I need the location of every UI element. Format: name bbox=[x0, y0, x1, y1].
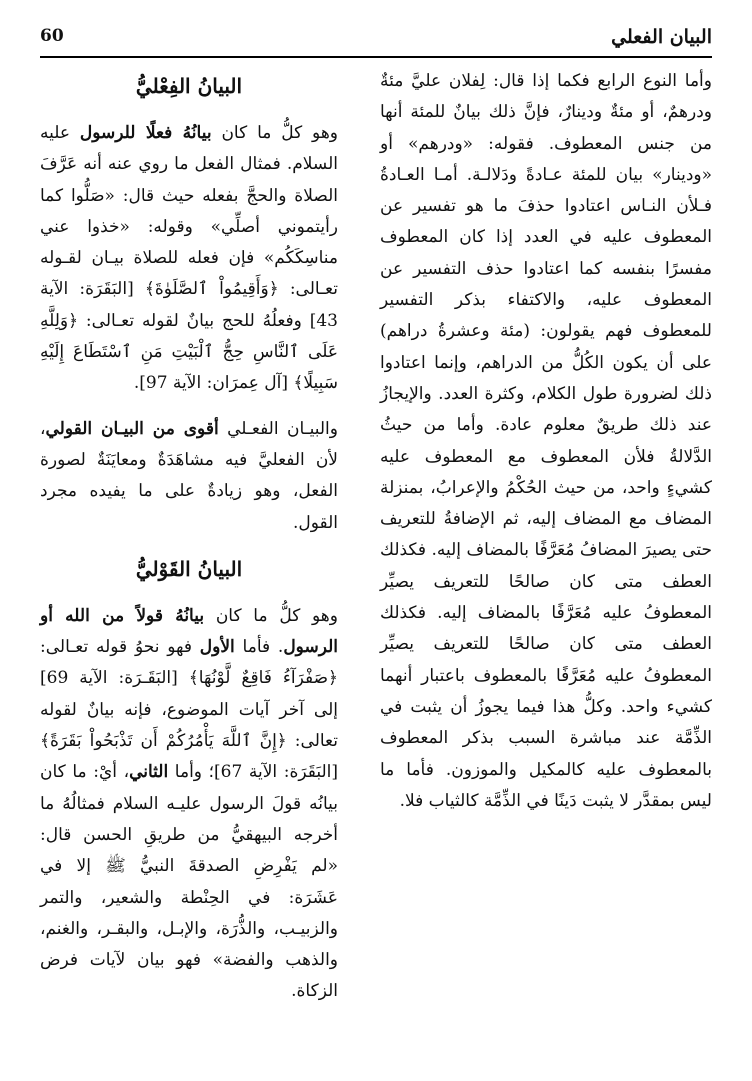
text-run: والبيـان الفعـلي bbox=[218, 418, 338, 439]
bold-term: أقوى من البيـان القولي bbox=[45, 418, 219, 439]
left-column bbox=[40, 66, 338, 1008]
text-run: وهو كلُّ ما كان bbox=[204, 605, 338, 626]
text-run: ، أيْ: ما كان بيانُه قولَ الرسول عليـه السلام فمثالُهُ ما أخرجه البيهقيُّ من طريقِ الحسن قال: «لم يَفْرِضِ الصدقةَ النبيُّ ﷺ إلا في عَشَرَة: في الحِنْطة والشعير، والتمر والزبيـب، والذُّرَة، والإبـل، والبقـر، والغنم، والذهب والفضة» فهو بيان لآيات فرض الزكاة. bbox=[40, 762, 338, 1002]
section1-paragraph-1 bbox=[40, 118, 338, 400]
bold-term: الأول bbox=[199, 637, 235, 658]
text-run: عليه السلام. فمثال الفعل ما روي عنه أنه عَرَّفَ الصلاة والحجَّ بفعله حيث قال: «صَلُّوا كما رأيتموني أصلِّي» وقوله: «خذوا عني مناسِكَكُم» فإن فعله للصلاة بيـان لقـوله تعـالى: ﴿وَأَقِيمُواْ ٱلصَّلَوٰةَ﴾ [البَقَرَة: الآية 43] وفعلُهُ للحج بيانٌ لقوله تعـالى: ﴿وَلِلَّهِ عَلَى ٱلنَّاسِ حِجُّ ٱلْبَيْتِ مَنِ ٱسْتَطَاعَ إِلَيْهِ سَبِيلًا﴾ [آل عِمرَان: الآية 97]. bbox=[40, 123, 338, 394]
text-run: ، لأن الفعليَّ فيه مشاهَدَةٌ ومعايَنَةٌ لصورة الفعل، وهو زيادةٌ على ما يفيده مجرد القول. bbox=[40, 418, 338, 533]
header-rule bbox=[40, 56, 712, 58]
page-header bbox=[40, 22, 712, 56]
section-heading-actual-statement: البيانُ الفِعْليُّ bbox=[135, 74, 243, 98]
text-run: . فأما bbox=[234, 637, 284, 658]
bold-term: بيانُهُ فعلًا للرسول bbox=[79, 123, 212, 143]
text-run: وهو كلُّ ما كان bbox=[211, 123, 338, 143]
bold-term: الثاني bbox=[129, 762, 169, 783]
section1-paragraph-2 bbox=[40, 414, 338, 539]
right-column bbox=[380, 66, 712, 817]
running-title: البيان الفعلي bbox=[611, 26, 712, 48]
page-number: 60 bbox=[40, 26, 64, 46]
right-paragraph: وأما النوع الرابع فكما إذا قال: لِفلان عليَّ مئةٌ ودرهمٌ، أو مئةٌ ودينارٌ، فإنَّ ذلك بيانٌ للمئة أنها من جنس المعطوف. فقوله: «ودرهم» أو «ودينار» بيان للمئة عـادةً ودَلالـة. أمـا العـادةُ فـلأن النـاس اعتادوا حذفَ ما هو تفسير عن المعطوف عليه في العدد إذا كان المعطوف مفسرًا بنفسه كما اعتادوا حذف التفسير عن المعطوف عليه، والاكتفاء بذكر التفسير للمعطوف فهم يقولون: (مئة وعشرةُ دراهم) على أن يكون الكُلُّ من الدراهم، وإنما اعتادوا ذلك لضرورة طول الكلام، وكثرة العدد. والإيجازُ عند ذلك طريقٌ معلوم عادة. وأما من حيثُ الدَّلالةُ فلأن المعطوف مع المعطوف عليه كشيءٍ واحد، من حيث الحُكْمُ والإعرابُ، بمنزلة المضاف مع المضاف إليه، ثم الإضافةُ للتعريف حتى يصيرَ المضافُ مُعَرَّفًا بالمضاف إليه. فكذلك العطف متى كان صالحًا للتعريف يصيِّر المعطوفُ عليه مُعَرَّفًا بالمضاف إليه. فكذلك العطف متى كان صالحًا للتعريف يصيِّر المعطوفُ عليه مُعَرَّفًا بالمعطوف باعتبار أنهما كشيء واحد. وكلُّ هذا فيما يجوزُ أن يثبت في الذِّمَّة عند مباشرة السبب بذكر المعطوف بالمعطوف عليه كالمكيل والموزون. فأما ما ليس بمقدَّر لا يثبت دَينًا في الذِّمَّة كالثياب فلا. bbox=[380, 71, 712, 811]
section-heading-verbal-statement: البيانُ القَوْليُّ bbox=[135, 556, 243, 581]
bold-term: بيانُهُ قولاً من الله أو الرسول bbox=[40, 605, 338, 658]
text-run: فهو نحوُ قوله تعـالى: ﴿صَفْرَآءُ فَاقِعٌ لَّوْنُهَا﴾ [البَقَـرَة: الآية 69] إلى آخر آيات الموضوع، فإنه بيانٌ لقوله تعالى: ﴿إِنَّ ٱللَّهَ يَأْمُرُكُمْ أَن تَذْبَحُواْ بَقَرَةً﴾ [البَقَرَة: الآية 67]؛ وأما bbox=[40, 637, 338, 783]
section2-paragraph-1 bbox=[40, 601, 338, 1008]
